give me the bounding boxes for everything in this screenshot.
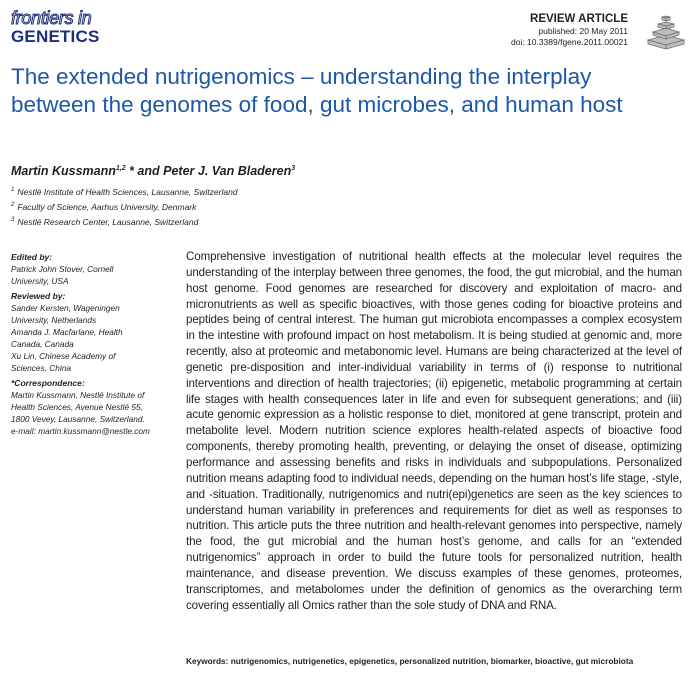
author-list (11, 164, 295, 178)
edited-by-label: Edited by: (11, 252, 53, 262)
article-meta (511, 13, 628, 48)
article-type: REVIEW ARTICLE (530, 13, 628, 25)
affiliation-text: Nestlé Research Center, Lausanne, Switzerland (17, 216, 199, 227)
doi[interactable]: doi: 10.3389/fgene.2011.00021 (510, 37, 628, 47)
affiliation-number: 1 (11, 187, 15, 193)
abstract-text: Comprehensive investigation of nutritional health effects at the molecular level requires the understanding of the interplay between three genomes, the food, the gut microbial, and the human host genome. Food genomes are researched for discovery and exploitation of macro- and micronutrients as well as specific bioactives, with those genes coding for bioactive proteins and peptides being of central interest. The human gut microbiota encompasses a complex ecosystem in the intestine with profound impact on host metabolism. It is being studied at genomic and, more recently, also at proteomic and metabonomic level. Humans are being characterized at the level of genetic pre-disposition and inter-individual variability in terms of (i) response to nutritional interventions and direction of health trajectories; (ii) epigenetic, metabolic programming at certain life stages with health consequences later in life and even for subsequent generations; and (iii) acute genomic expression as a holistic response to diet, monitored at gene transcript, protein and metabolite level. Modern nutrition science explores health-related aspects of bioactive food components, thereby promoting health, preventing, or delaying the onset of disease, optimizing performance and assessing benefits and risks in individuals and subpopulations. Personalized nutrition means adapting food to individual needs, depending on the human host’s life stage, -style, and -situation. Traditionally, nutrigenomics and nutri(epi)genetics are seen as the key sciences to understand human variability in preferences and requirements for diet as well as responses to nutrition. This article puts the three nutrition and health-relevant genomes into perspective, namely the food, the gut microbial and the human host’s genome, and calls for an “extended nutrigenomics” approach in order to build the future tools for personalized nutrition, health maintenance, and disease prevention. We discuss examples of these genomes, proteomes, transcriptomes, and metabolomes under the definition of genomics as the overarching term covering essentially all Omics rather than the sole study of DNA and RNA. (186, 250, 682, 612)
author-name[interactable]: Martin Kussmann (11, 164, 116, 178)
journal-logo[interactable] (11, 9, 100, 45)
keywords-text: nutrigenomics, nutrigenetics, epigenetics, personalized nutrition, biomarker, bioactive, gut microbiota (230, 656, 634, 666)
affiliation-number: 3 (11, 216, 15, 223)
reviewer-line: Sciences, China (11, 363, 71, 373)
reviewer-line: Xu Lin, Chinese Academy of (11, 351, 116, 361)
affiliation-text: Faculty of Science, Aarhus University, Denmark (17, 201, 197, 212)
keywords (186, 656, 686, 666)
correspondence-email[interactable]: e-mail: martin.kussmann@nestle.com (11, 426, 150, 436)
editor-line: Patrick John Stover, Cornell (11, 264, 114, 274)
affiliation-list (11, 184, 238, 228)
journal-logo-bottom: GENETICS (11, 27, 100, 46)
reviewer-line: Amanda J. Macfarlane, Health (11, 327, 123, 337)
keywords-label: Keywords: (186, 656, 229, 666)
correspondence-line: Martin Kussmann, Nestlé Institute of (11, 390, 145, 400)
article-title: The extended nutrigenomics – understanding the interplay between the genomes of food, gut microbes, and human host (11, 64, 623, 117)
journal-logo-top: frontiers in (11, 8, 92, 28)
affiliation-number: 2 (11, 201, 15, 208)
affiliation-marker: 1,2 (115, 164, 126, 172)
correspondence-line: 1800 Vevey, Lausanne, Switzerland. (11, 414, 145, 424)
affiliation-text: Nestlé Institute of Health Sciences, Lausanne, Switzerland (17, 186, 238, 197)
reviewer-line: University, Netherlands (11, 315, 97, 325)
editor-line: University, USA (11, 276, 69, 286)
reviewed-by-label: Reviewed by: (11, 291, 66, 301)
author-name[interactable]: Peter J. Van Bladeren (163, 164, 292, 178)
affiliation-item (11, 199, 238, 214)
correspondence-line: Health Sciences, Avenue Nestlé 55, (11, 402, 143, 412)
author-separator: * and (125, 164, 164, 178)
publication-date: published: 20 May 2011 (538, 26, 628, 36)
reviewer-line: Canada, Canada (11, 339, 74, 349)
affiliation-item (11, 214, 238, 229)
affiliation-item (11, 184, 238, 199)
affiliation-marker: 3 (291, 164, 296, 172)
correspondence-label: *Correspondence: (11, 378, 85, 388)
reviewer-line: Sander Kersten, Wageningen (11, 303, 120, 313)
publisher-logo-icon (644, 10, 688, 50)
editorial-sidebar (11, 252, 171, 437)
